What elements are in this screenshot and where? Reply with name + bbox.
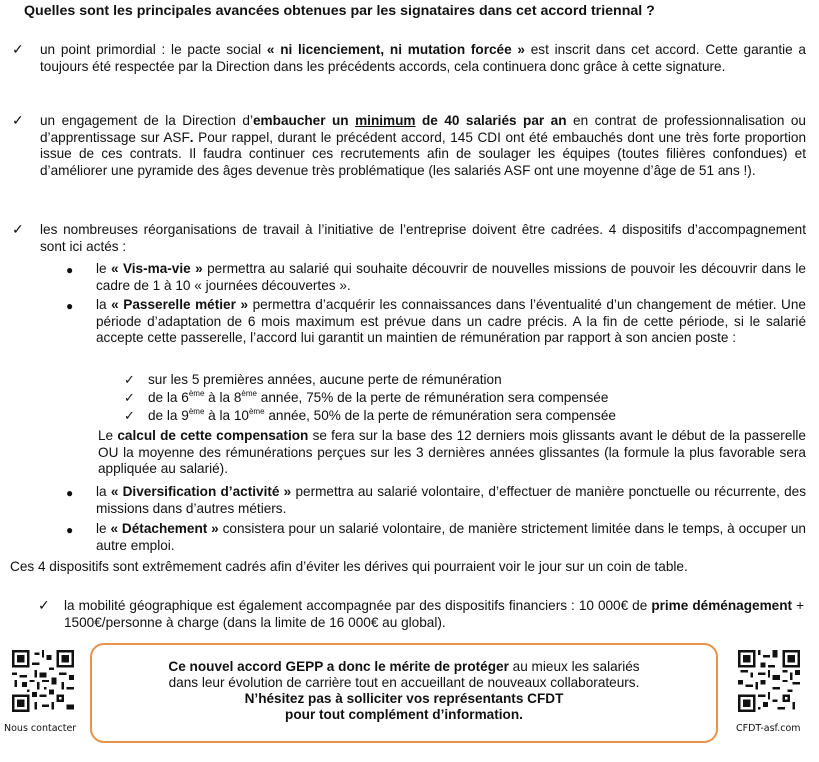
check-icon: ✓ [12,221,24,237]
dispositif-vis-ma-vie: le « Vis-ma-vie » permettra au salarié qui souhaite découvrir de nouvelles missions de pouvoir les découvrir dans le cadre de 1 à 10 « journées découvertes ». [96,261,806,293]
item-reorganisations: les nombreuses réorganisations de travail à l’initiative de l’entreprise doivent être cadrées. 4 dispositifs d’accompagnement sont ici actés : [40,222,806,254]
item-embauche: un engagement de la Direction d’embaucher un minimum de 40 salariés par an en contrat de professionnalisation ou d’apprentissage sur ASF. Pour rappel, durant le précédent accord, 145 CDI ont été embauchés dont une très forte proportion issue de ces contrats. Il faudra continuer ces recrutements afin de soulager les équipes (toutes filières confondues) et d’améliorer une pyramide des âges devenue très problématique (les salariés ASF ont une moyenne d’âge de 51 ans !). [40,113,807,178]
check-icon: ✓ [124,390,135,405]
check-icon: ✓ [12,112,24,128]
bullet-icon: ● [66,263,74,277]
bullet-icon: ● [66,523,74,537]
bullet-icon: ● [66,486,74,500]
dispositif-passerelle-metier: la « Passerelle métier » permettra d’acquérir les connaissances dans l’éventualité d’un changement de métier. Une période d’adaptation de 6 mois maximum est prévue dans un cadre précis. A la fin de cette période, si le salarié accepte cette passerelle, l’accord lui garantit un maintien de rémunération par rapport à son ancien poste : [96,297,806,346]
check-icon: ✓ [12,41,24,57]
check-icon: ✓ [124,372,135,387]
dispositif-detachement: le « Détachement » consistera pour un salarié volontaire, de manière strictement limitée dans le temps, à occuper un autre emploi. [96,521,806,553]
calcul-compensation: Le calcul de cette compensation se fera sur la base des 12 derniers mois glissants avant le début de la passerelle OU la moyenne des rémunérations perçues sur les 3 dernières années glissantes (la formule la plus favorable sera appliquée au salarié). [98,428,806,477]
website-link[interactable]: CFDT-asf.com [736,723,801,734]
item-pacte-social: un point primordial : le pacte social « ni licenciement, ni mutation forcée » est inscrit dans cet accord. Cette garantie a toujours été respectée par la Direction dans les précédents accords, cela continuera donc grâce à cette signature. [40,42,806,74]
palier-3: de la 9ème à la 10ème année, 50% de la perte de rémunération sera compensée [148,407,616,423]
item-mobilite: la mobilité géographique est également accompagnée par des dispositifs financiers : 10 000€ de prime déménagement + 1500€/personne à charge (dans la limite de 16 000€ au global). [64,598,805,630]
conclusion-box-text: Ce nouvel accord GEPP a donc le mérite de protéger au mieux les salariés dans leur évolution de carrière tout en accueillant de nouveaux collaborateurs. N’hésitez pas à solliciter vos représentants CFDT pour tout complément d’information. [168,659,640,722]
conclusion-dispositifs: Ces 4 dispositifs sont extrêmement cadrés afin d’éviter les dérives qui pourraient voir le jour sur un coin de table. [10,559,688,574]
qr-code-contact-icon[interactable] [12,650,74,712]
palier-2: de la 6ème à la 8ème année, 75% de la perte de rémunération sera compensée [148,389,609,405]
check-icon: ✓ [38,597,50,613]
qr-code-website-icon[interactable] [738,650,800,712]
contact-label[interactable]: Nous contacter [4,723,77,734]
bullet-icon: ● [66,299,74,313]
check-icon: ✓ [124,408,135,423]
dispositif-diversification: la « Diversification d’activité » permettra au salarié volontaire, d’effectuer de manière ponctuelle ou récurrente, des missions dans d’autres métiers. [96,484,807,516]
page-title: Quelles sont les principales avancées obtenues par les signataires dans cet accord triennal ? [24,3,655,19]
palier-1: sur les 5 premières années, aucune perte de rémunération [148,372,502,387]
